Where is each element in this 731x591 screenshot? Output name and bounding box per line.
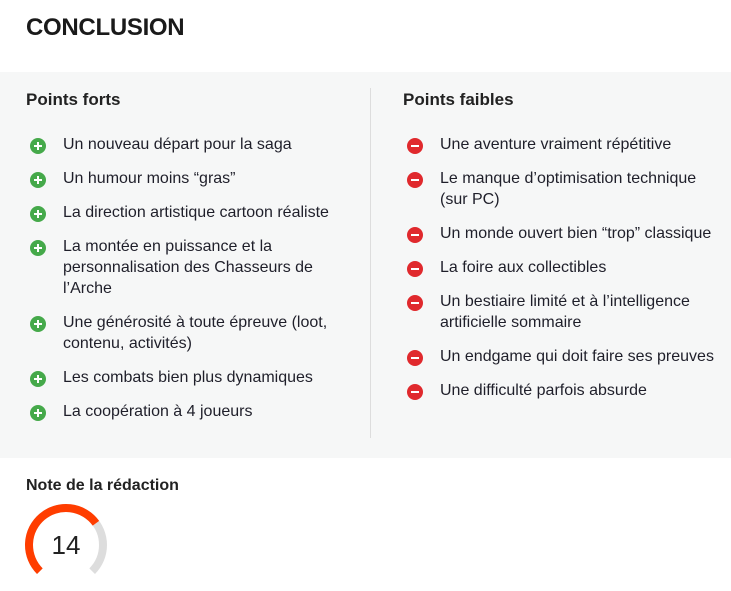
list-item-text: La coopération à 4 joueurs: [63, 403, 253, 420]
list-item-text: Le manque d’optimisation technique (sur PC): [440, 170, 697, 208]
conclusion-panel: [0, 72, 731, 458]
plus-circle-icon: [30, 172, 46, 188]
list-item: [403, 257, 723, 278]
rating-score: 14: [51, 530, 81, 560]
cons-list: [403, 134, 723, 401]
minus-circle-icon: [407, 172, 423, 188]
list-item: [26, 236, 346, 299]
list-item: [403, 380, 723, 401]
list-item: [403, 291, 723, 333]
rating-label: Note de la rédaction: [26, 477, 179, 494]
cons-column: [403, 90, 723, 414]
list-item-text: Un monde ouvert bien “trop” classique: [440, 225, 712, 242]
list-item-text: Un bestiaire limité et à l’intelligence artificielle sommaire: [440, 293, 690, 331]
list-item-text: Une aventure vraiment répétitive: [440, 136, 672, 153]
minus-circle-icon: [407, 227, 423, 243]
list-item-text: Une difficulté parfois absurde: [440, 382, 647, 399]
list-item: [26, 134, 346, 155]
cons-heading: Points faibles: [403, 90, 514, 109]
list-item: [26, 367, 346, 388]
list-item: [403, 346, 723, 367]
list-item: [403, 134, 723, 155]
pros-heading: Points forts: [26, 90, 121, 109]
list-item-text: Un nouveau départ pour la saga: [63, 136, 292, 153]
list-item-text: Les combats bien plus dynamiques: [63, 369, 313, 386]
list-item-text: Un humour moins “gras”: [63, 170, 236, 187]
list-item: [26, 202, 346, 223]
list-item-text: La direction artistique cartoon réaliste: [63, 204, 329, 221]
page-title: CONCLUSION: [26, 14, 185, 41]
plus-circle-icon: [30, 371, 46, 387]
list-item-text: Un endgame qui doit faire ses preuves: [440, 348, 714, 365]
list-item-text: La foire aux collectibles: [440, 259, 607, 276]
list-item: [26, 312, 346, 354]
pros-column: [26, 90, 346, 435]
list-item: [403, 168, 723, 210]
divider: [370, 88, 371, 438]
minus-circle-icon: [407, 138, 423, 154]
minus-circle-icon: [407, 261, 423, 277]
list-item-text: Une générosité à toute épreuve (loot, contenu, activités): [63, 314, 328, 352]
list-item: [26, 401, 346, 422]
pros-list: [26, 134, 346, 422]
list-item: [403, 223, 723, 244]
plus-circle-icon: [30, 240, 46, 256]
list-item: [26, 168, 346, 189]
minus-circle-icon: [407, 350, 423, 366]
plus-circle-icon: [30, 405, 46, 421]
list-item-text: La montée en puissance et la personnalisation des Chasseurs de l’Arche: [63, 238, 313, 297]
plus-circle-icon: [30, 206, 46, 222]
plus-circle-icon: [30, 316, 46, 332]
minus-circle-icon: [407, 384, 423, 400]
minus-circle-icon: [407, 295, 423, 311]
plus-circle-icon: [30, 138, 46, 154]
